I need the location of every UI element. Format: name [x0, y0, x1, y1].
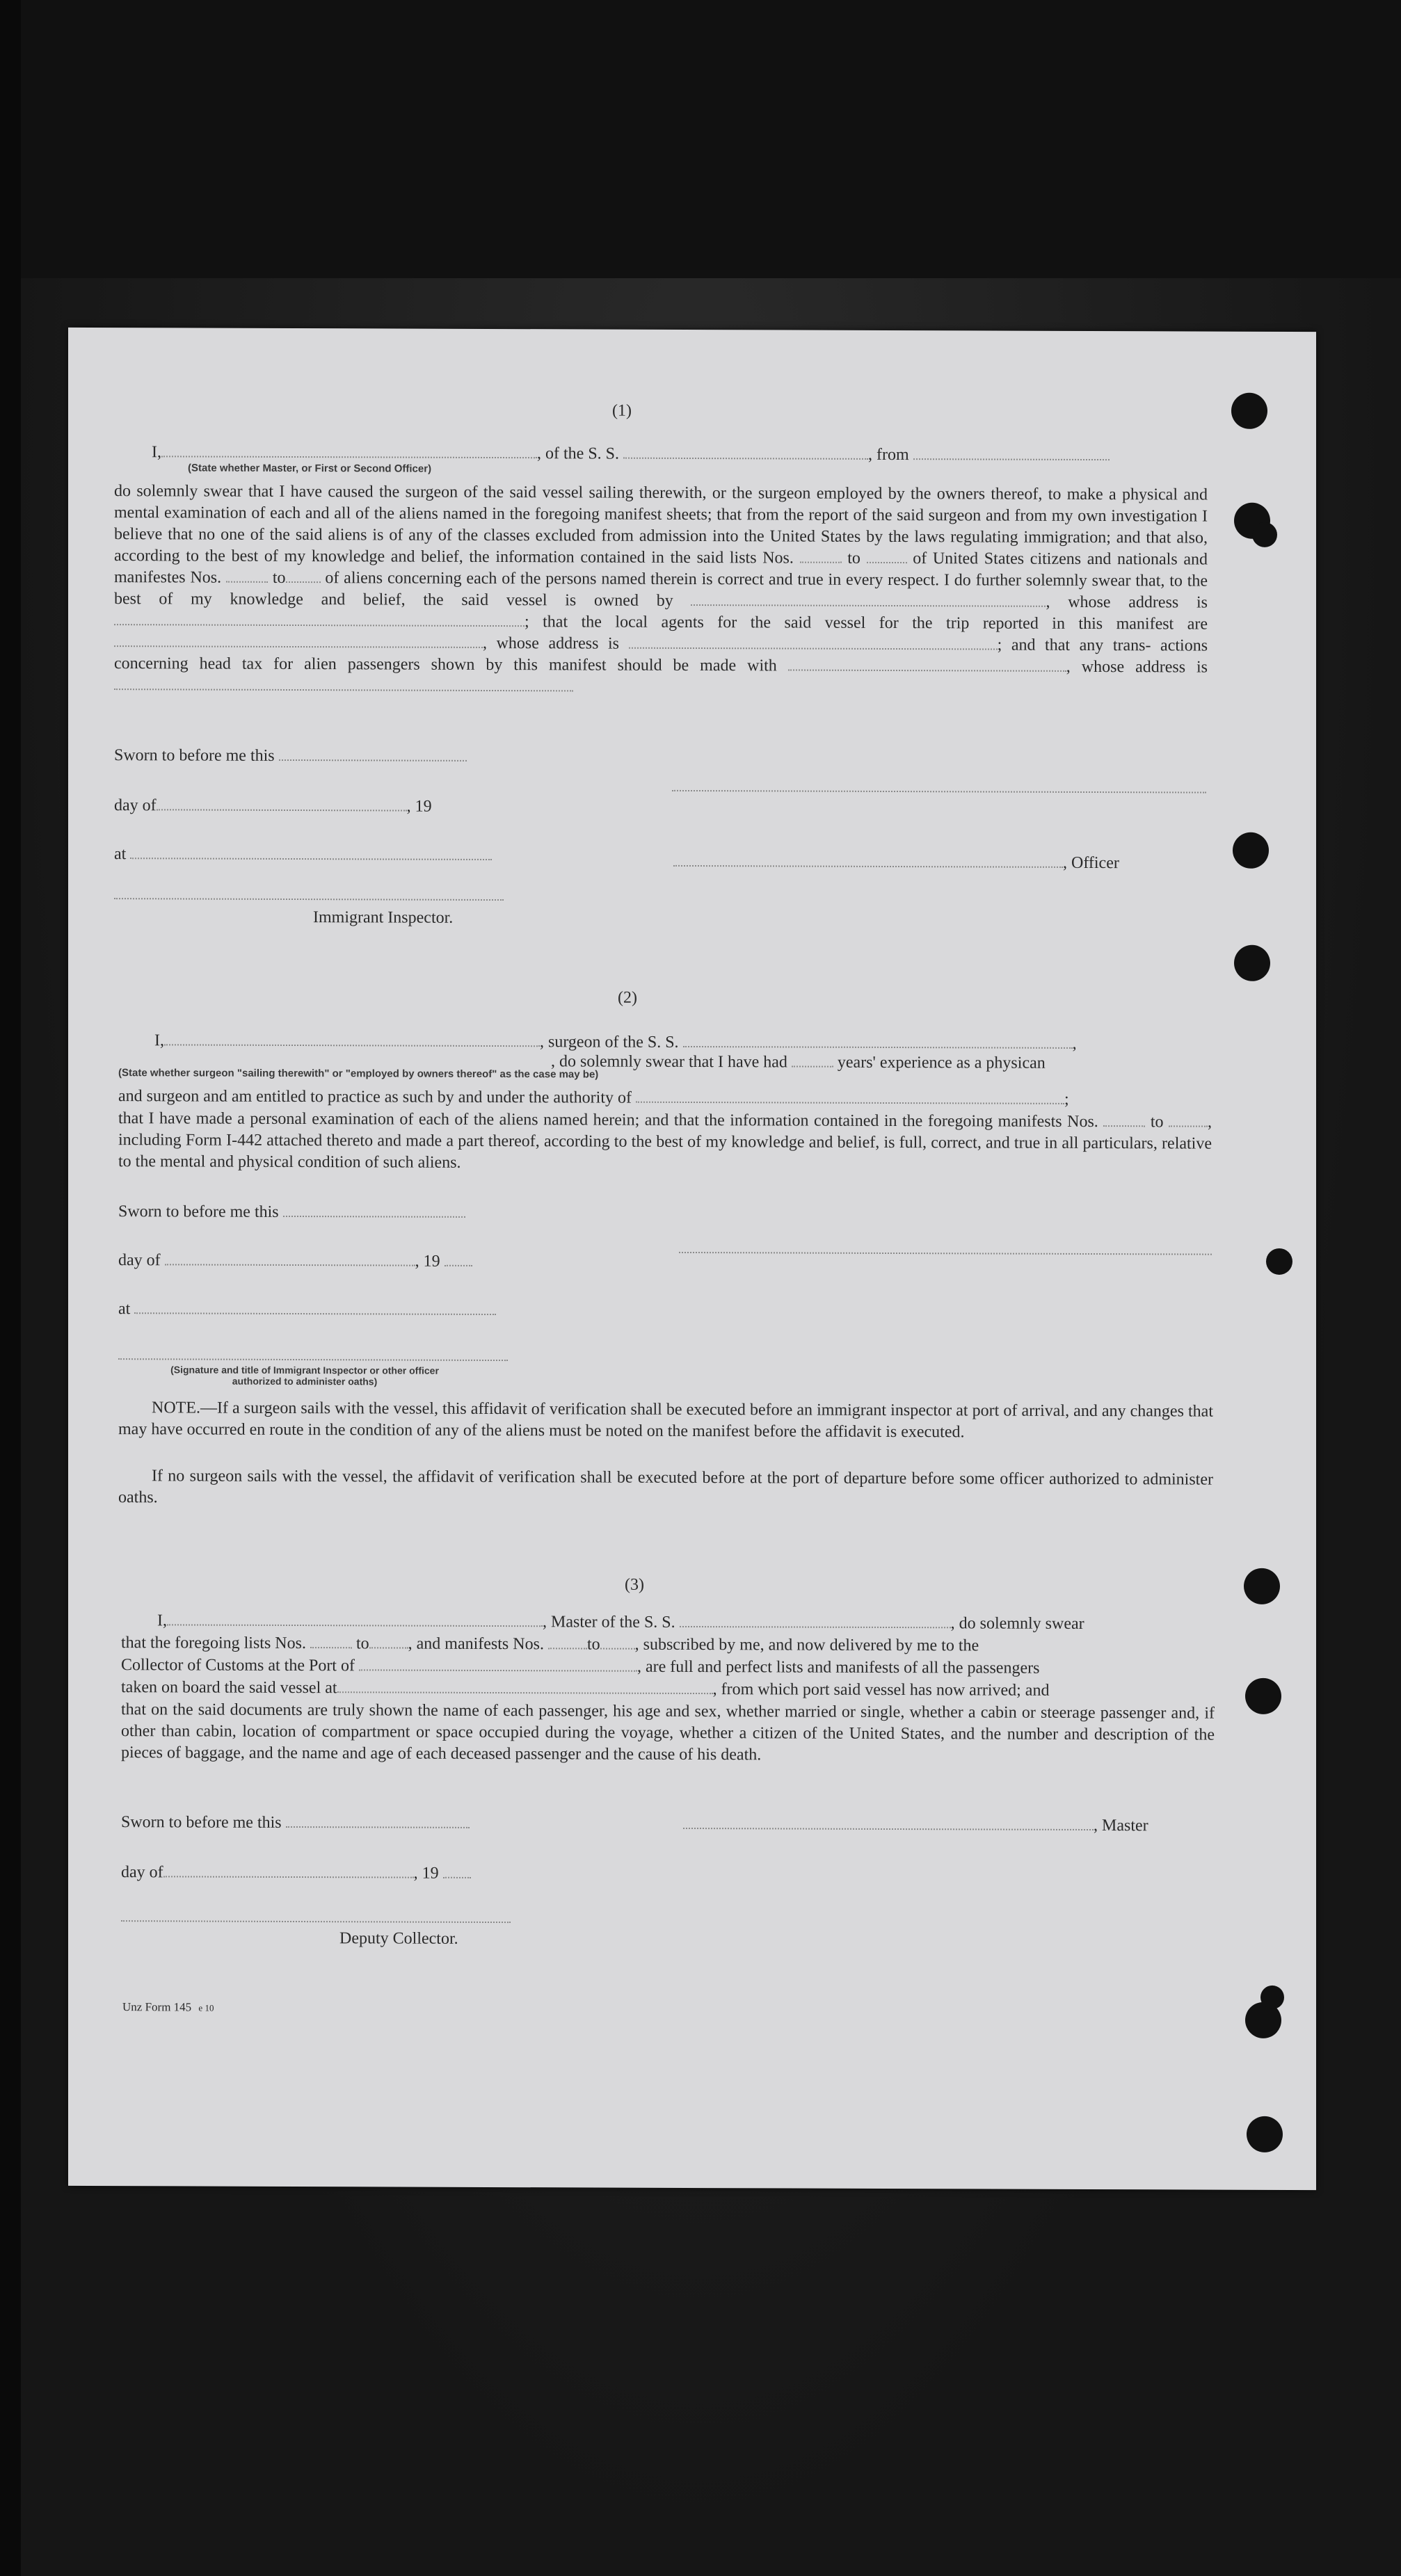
s2-note-2: If no surgeon sails with the vessel, the affidavit of verification shall be executed before at the port of departure before some officer authorized to administer oaths.: [118, 1467, 1213, 1507]
s2-inspector-line: [118, 1358, 508, 1361]
blank-years[interactable]: [792, 1053, 833, 1067]
s1-local-agents: ; that the local agents for the said vessel for the trip reported in this manifest are: [525, 613, 1208, 634]
blank-officer-rank[interactable]: [161, 443, 537, 458]
s1-from: , from: [868, 445, 909, 465]
blank-owner[interactable]: [691, 592, 1046, 607]
punch-hole: [1233, 832, 1269, 869]
s3-year: , 19: [413, 1864, 439, 1883]
blank-head-tax-address[interactable]: [114, 676, 573, 691]
s2-at-label: at: [118, 1300, 131, 1319]
punch-hole: [1252, 522, 1277, 547]
blank-s2-day-of[interactable]: [165, 1251, 415, 1266]
s2-semicolon: ;: [1064, 1090, 1069, 1109]
blank-s3-sworn-date[interactable]: [286, 1814, 470, 1828]
s1-day-of-label: day of: [114, 796, 157, 815]
s1-paragraph: do solemnly swear that I have caused the surgeon of the said vessel sailing therewith, or the surgeon employed by the owners thereof, to make a physical and mental examination of each and all of the aliens named in the foregoing manifest sheets; that from the report of the said surgeon and from my own investigation I believe that no one of the said aliens is of any of the classes excluded from admission into the United States by the laws regulating immigration; and that also, according to the best of my knowledge and belief, the information contained in the said lists Nos. to of United States citizens and nationals and manifestes Nos. to of aliens concerning each of the persons named therein is correct and true in every respect. I do further solemnly swear that, to the best of my knowledge and belief, the said vessel is owned by , whose address is ; that the local agents for the said vessel for the trip reported in this manifest are , whose address is ; and that any trans- actions concerning head tax for alien passengers shown by this manifest should be made with , whose address is: [114, 481, 1208, 700]
s1-actions-line: actions concerning head tax for alien passengers shown by this manifest should be made with: [114, 636, 1208, 675]
s2-sign-line: [679, 1252, 1212, 1255]
blank-ship-name-2[interactable]: [683, 1033, 1073, 1049]
blank-manifests-from[interactable]: [226, 569, 268, 583]
s1-rank-caption: (State whether Master, or First or Second Officer): [188, 462, 432, 475]
blank-s2-manifests-to[interactable]: [1169, 1113, 1208, 1127]
s3-and-manifests: , and manifests Nos.: [408, 1634, 544, 1654]
s3-master-line: [683, 1814, 1148, 1836]
s3-do-solemnly: , do solemnly swear: [950, 1614, 1084, 1633]
s1-transactions: ; and that any trans-: [997, 636, 1151, 655]
s2-solemnly-line: [551, 1051, 1046, 1073]
s3-collector-line: [121, 1655, 1039, 1679]
blank-surgeon-name[interactable]: [164, 1031, 540, 1047]
punch-hole: [1245, 1678, 1281, 1714]
s1-address-1: , whose address is: [1046, 593, 1208, 612]
s1-to-1: to: [847, 549, 860, 567]
s3-lists-line: [121, 1632, 979, 1656]
s2-to: to: [1150, 1113, 1164, 1132]
s2-surgeon-of: , surgeon of the S. S.: [540, 1033, 679, 1052]
s2-day-of: [118, 1250, 472, 1272]
s1-officer-line: [673, 851, 1119, 874]
blank-officer-signature[interactable]: [673, 853, 1063, 868]
blank-lists-from[interactable]: [800, 549, 842, 563]
blank-lists-to[interactable]: [867, 549, 907, 563]
s1-address-3: whose address is: [1081, 657, 1208, 677]
s3-master-label: , Master: [1094, 1817, 1148, 1835]
punch-hole: [1247, 2116, 1283, 2152]
form-code: e 10: [198, 2002, 214, 2013]
blank-sworn-date[interactable]: [279, 747, 467, 762]
section-1-number: (1): [612, 401, 632, 420]
s2-signature-caption: (Signature and title of Immigrant Inspector or other officer authorized to administer oaths): [170, 1364, 439, 1387]
s2-surgeon-caption: (State whether surgeon "sailing therewith" or "employed by owners thereof" as the case may be): [118, 1067, 599, 1081]
s3-taken-line: [121, 1677, 1049, 1701]
s1-at: [114, 844, 492, 866]
s1-address-2: , whose address is: [483, 634, 620, 653]
blank-s3-day-of[interactable]: [163, 1863, 414, 1878]
s3-collector-sign-line: [121, 1920, 511, 1923]
blank-s2-sworn-date[interactable]: [283, 1203, 465, 1218]
section-3-number: (3): [625, 1575, 644, 1594]
s3-collector: Collector of Customs at the Port of: [121, 1656, 355, 1675]
blank-day-of[interactable]: [157, 796, 407, 811]
blank-at-place[interactable]: [130, 845, 492, 860]
top-shadow: [0, 0, 1401, 278]
form-id: Unz Form 145: [122, 2000, 192, 2014]
s2-sworn-label: Sworn to before me this: [118, 1202, 279, 1221]
s2-sworn: [118, 1201, 465, 1223]
blank-s3-lists-to[interactable]: [369, 1634, 408, 1648]
s1-immigrant-inspector: Immigrant Inspector.: [313, 908, 454, 927]
s1-para-b: of United States citizens and nationals and manifestes Nos.: [114, 549, 1208, 587]
s2-entitled-line: [118, 1086, 1069, 1110]
blank-port[interactable]: [359, 1657, 637, 1671]
blank-head-tax-party[interactable]: [788, 657, 1066, 671]
form-number: [122, 1997, 214, 2018]
s1-day-of: [114, 795, 432, 817]
punch-hole: [1234, 945, 1270, 981]
s2-paragraph: [118, 1108, 1212, 1176]
blank-authority[interactable]: [636, 1089, 1064, 1104]
s1-inspector-line: [114, 898, 504, 901]
s3-that-lists: that the foregoing lists Nos.: [121, 1634, 306, 1653]
s1-sign-line: [672, 790, 1206, 794]
s3-taken-on: taken on board the said vessel at: [121, 1678, 337, 1698]
s3-from-which: , from which port said vessel has now arrived; and: [712, 1680, 1050, 1700]
blank-manifests-to[interactable]: [286, 569, 321, 583]
blank-agents[interactable]: [114, 633, 483, 648]
s2-solemnly: , do solemnly swear that I have had: [551, 1052, 787, 1072]
s3-full-perfect: , are full and perfect lists and manifests of all the passengers: [637, 1657, 1040, 1677]
blank-agents-address[interactable]: [629, 635, 998, 650]
s1-sworn: [114, 745, 467, 767]
s1-i-label: I,: [152, 443, 161, 462]
s2-para-b: , including Form I-442 attached thereto and made a part thereof, according to the best of my knowledge and belief, is full, correct, and true in all particulars, relative to the mental and physical condition of such aliens.: [118, 1113, 1212, 1172]
s1-sworn-label: Sworn to before me this: [114, 746, 275, 765]
s3-sworn: [121, 1812, 470, 1834]
blank-s3-year[interactable]: [443, 1865, 471, 1878]
s1-year: , 19: [406, 797, 432, 816]
blank-master-signature[interactable]: [683, 1815, 1094, 1830]
blank-s3-manifests-to[interactable]: [600, 1636, 635, 1650]
blank-ship-name[interactable]: [623, 445, 868, 460]
punch-hole: [1244, 1568, 1280, 1604]
s2-years-exp: years' experience as a physican: [837, 1053, 1046, 1072]
s1-at-label: at: [114, 845, 127, 864]
s3-to-1: to: [355, 1634, 369, 1653]
s3-master-of: , Master of the S. S.: [543, 1613, 675, 1632]
s2-i-label: I,: [154, 1031, 164, 1050]
s1-para-a: do solemnly swear that I have caused the surgeon of the said vessel sailing therewith, or the surgeon employed by the owners thereof, to make a physical and mental examination of each and all of the aliens named in the foregoing manifest sheets; that from the report of the said surgeon and from my own investigation I believe that no one of the said aliens is of any of the classes excluded from admission into the United States by the laws regulating immigration; and that also, according to the best of my knowledge and belief, the information contained in the said lists Nos.: [114, 482, 1208, 567]
s3-line-i: [157, 1610, 1084, 1634]
punch-hole: [1231, 393, 1267, 429]
s3-day-of: [121, 1862, 471, 1884]
s2-para: that I have made a personal examination of each of the aliens named herein; and that the information contained in the foregoing manifests Nos.: [118, 1109, 1098, 1132]
s3-to-2: to: [586, 1635, 600, 1654]
blank-s2-at-place[interactable]: [134, 1300, 496, 1315]
s1-to-2: to: [272, 568, 286, 587]
blank-s3-lists-from[interactable]: [310, 1634, 352, 1648]
s3-day-of-label: day of: [121, 1863, 163, 1882]
s2-note-1: NOTE.—If a surgeon sails with the vessel, this affidavit of verification shall be executed before an immigrant inspector at port of arrival, and any changes that may have occurred en route in the condition of any of the aliens must be noted on the manifest before the affidavit is executed.: [118, 1399, 1213, 1442]
s1-para-c: of aliens concerning each of the persons named therein is correct and true in every respect. I do further solemnly swear that, to the best of my knowledge and belief, the said vessel is owned by: [114, 569, 1208, 610]
blank-owner-address[interactable]: [114, 611, 525, 627]
s2-line-i: I, , surgeon of the S. S. ,: [154, 1031, 1077, 1053]
left-film-edge: [0, 0, 21, 2576]
s2-day-of-label: day of: [118, 1251, 161, 1270]
s3-sworn-label: Sworn to before me this: [121, 1813, 282, 1832]
s3-deputy-collector: Deputy Collector.: [339, 1929, 458, 1948]
s3-paragraph: that on the said documents are truly shown the name of each passenger, his age and sex, whether married or single, whether a cabin or steerage passenger and, if other than cabin, location of compartment or space occupied during the voyage, whether a citizen of the United States, and the number and description of the pieces of baggage, and the name and age of each deceased passenger and the cause of his death.: [121, 1700, 1215, 1764]
form-sheet: [68, 328, 1316, 2190]
section-2-number: (2): [618, 988, 637, 1007]
blank-ship-name-3[interactable]: [680, 1613, 951, 1628]
punch-hole: [1266, 1248, 1292, 1275]
s3-subscribed: , subscribed by me, and now delivered by me to the: [634, 1635, 979, 1655]
s2-at: [118, 1298, 496, 1321]
blank-s2-manifests-from[interactable]: [1103, 1113, 1145, 1127]
blank-s3-manifests-from[interactable]: [548, 1635, 587, 1649]
blank-s2-year[interactable]: [445, 1253, 472, 1266]
blank-master-name[interactable]: [167, 1611, 543, 1627]
blank-from-port[interactable]: [913, 446, 1110, 460]
s1-officer-label: , Officer: [1063, 853, 1119, 873]
blank-taken-at[interactable]: [337, 1679, 713, 1694]
s3-i-label: I,: [157, 1611, 167, 1630]
s2-year: , 19: [415, 1252, 440, 1271]
s1-of-ss: , of the S. S.: [537, 444, 620, 463]
s2-entitled: and surgeon and am entitled to practice as such by and under the authority of: [118, 1087, 632, 1107]
punch-hole: [1260, 1986, 1284, 2009]
